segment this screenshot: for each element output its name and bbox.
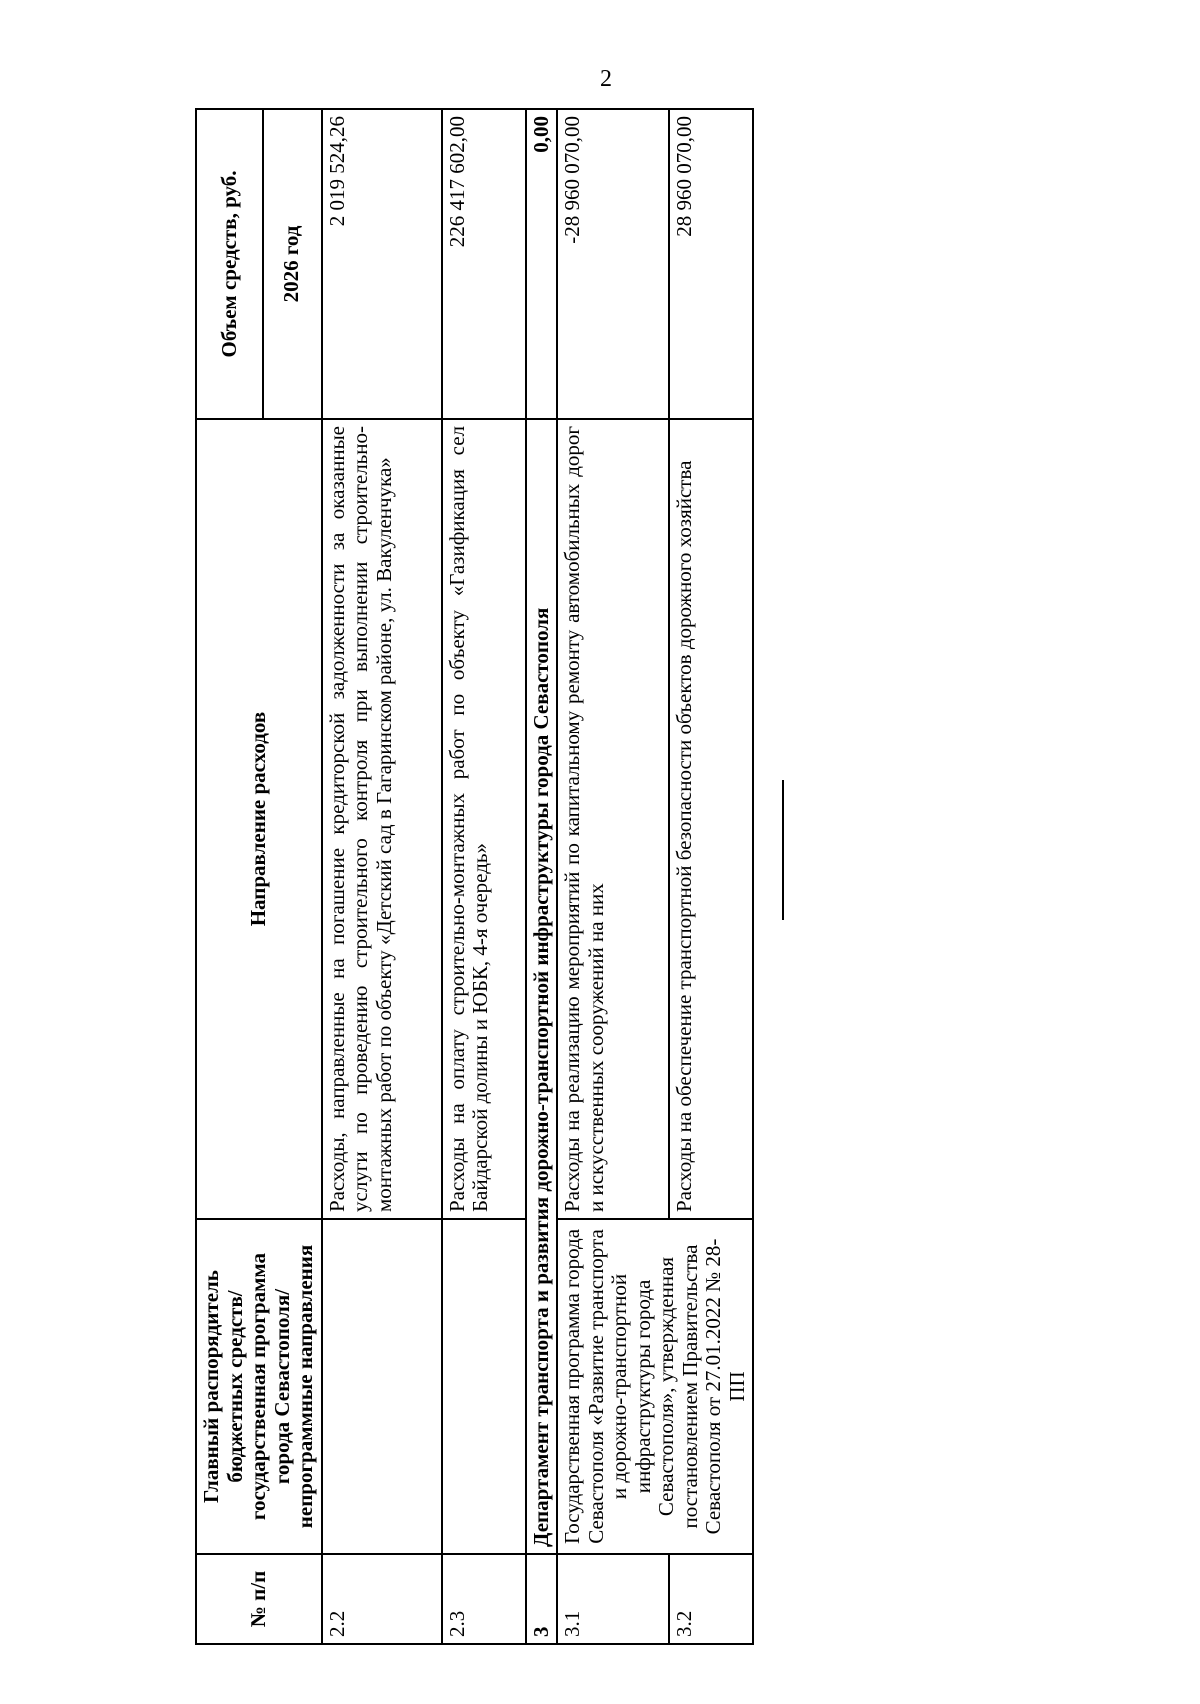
separator-line	[782, 780, 784, 920]
row-direction: Расходы, направленные на погашение кредиторской задолженности за оказанные услуги по проведению строительного контроля при выполнении строительно-монтажных работ по объекту «Детский сад в Гагаринском районе, ул. Вакуленчука»	[322, 419, 442, 1219]
row-num: 3.1	[557, 1554, 669, 1644]
header-row	[196, 109, 263, 1644]
row-num: 3	[526, 1554, 558, 1644]
department-name: Департамент транспорта и развития дорожно-транспортной инфраструктуры города Севастополя	[526, 419, 558, 1554]
header-direction: Направление расходов	[196, 419, 322, 1219]
program-cell: Государственная программа города Севастополя «Развитие транспорта и дорожно-транспортной инфраструктуры города Севастополя», утвержденная постановлением Правительства Севастополя от 27.01.2022 № 28-ПП	[557, 1219, 753, 1554]
row-num: 3.2	[669, 1554, 753, 1644]
row-num: 2.2	[322, 1554, 442, 1644]
header-volume: Объем средств, руб.	[196, 109, 263, 419]
page-number: 2	[600, 66, 612, 92]
row-direction: Расходы на реализацию мероприятий по капитальному ремонту автомобильных дорог и искусственных сооружений на них	[557, 419, 669, 1219]
row-direction: Расходы на оплату строительно-монтажных работ по объекту «Газификация сел Байдарской долины и ЮБК, 4-я очередь»	[442, 419, 526, 1219]
expenses-table	[195, 108, 754, 1645]
header-num: № п/п	[196, 1554, 322, 1644]
distributor-empty	[442, 1219, 526, 1554]
row-amount: 0,00	[526, 109, 558, 419]
header-year: 2026 год	[263, 109, 322, 419]
row-amount: 28 960 070,00	[669, 109, 753, 419]
table-row	[322, 109, 442, 1644]
row-amount: 226 417 602,00	[442, 109, 526, 419]
row-direction: Расходы на обеспечение транспортной безопасности объектов дорожного хозяйства	[669, 419, 753, 1219]
row-amount: -28 960 070,00	[557, 109, 669, 419]
rotated-table-wrapper	[195, 110, 749, 1645]
department-row	[526, 109, 558, 1644]
table-row	[442, 109, 526, 1644]
row-num: 2.3	[442, 1554, 526, 1644]
header-distributor: Главный распорядитель бюджетных средств/государственная программа города Севастополя/непрограммные направления	[196, 1219, 322, 1554]
distributor-empty	[322, 1219, 442, 1554]
table-row	[557, 109, 669, 1644]
row-amount: 2 019 524,26	[322, 109, 442, 419]
